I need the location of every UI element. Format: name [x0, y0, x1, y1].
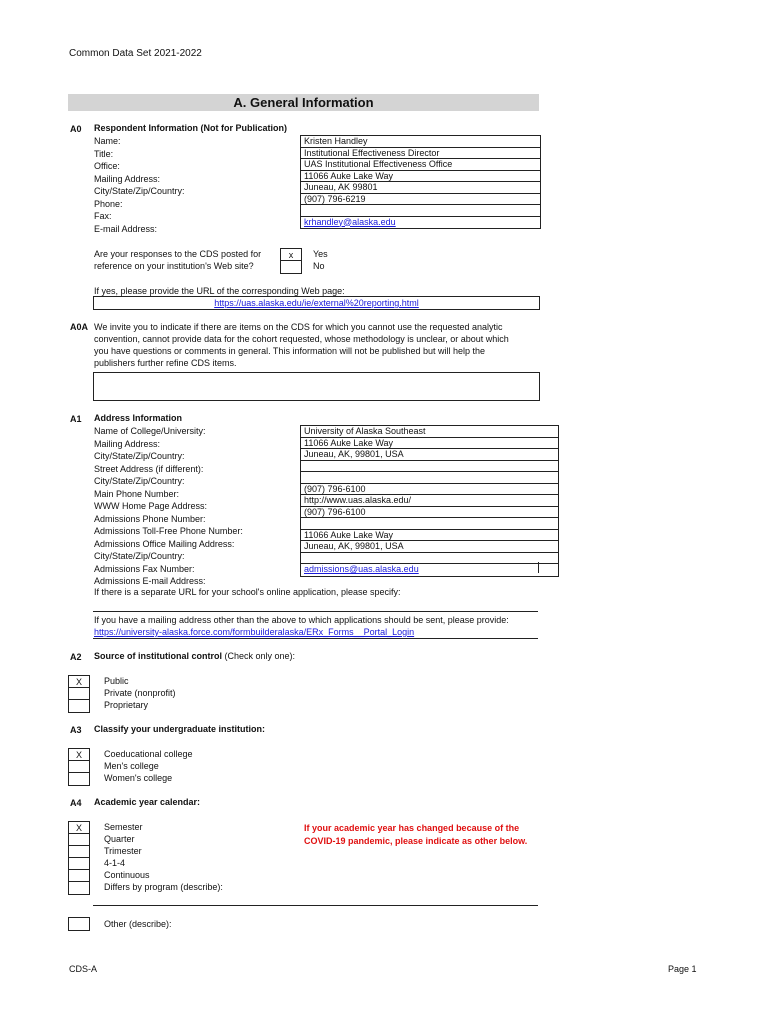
a1-code: A1 — [70, 414, 82, 424]
a4-checkbox-414[interactable] — [69, 858, 89, 870]
a1-values-box — [300, 425, 559, 577]
a2-hint: (Check only one): — [222, 651, 296, 661]
a2-checkbox-proprietary[interactable] — [69, 700, 89, 712]
a0-posted-q1: Are your responses to the CDS posted for — [94, 249, 262, 259]
a1-value-adm-fax[interactable] — [301, 553, 558, 565]
a0-url-prompt: If yes, please provide the URL of the corresponding Web page: — [94, 286, 345, 296]
a0-label-office: Office: — [94, 161, 120, 171]
a0-yes-label: Yes — [313, 249, 328, 259]
a1-label-city-2: City/State/Zip/Country: — [94, 476, 185, 486]
a0-label-city: City/State/Zip/Country: — [94, 186, 185, 196]
fax-cell-divider — [538, 562, 539, 573]
a4-option-differs: Differs by program (describe): — [104, 882, 223, 892]
a0-label-mailing: Mailing Address: — [94, 173, 161, 184]
a0-values-box — [300, 135, 541, 229]
a1-heading: Address Information — [94, 413, 183, 423]
a1-value-adm-phone[interactable]: (907) 796-6100 — [301, 507, 558, 519]
a1-value-street[interactable] — [301, 461, 558, 473]
a1-adm-email-link[interactable]: admissions@uas.alaska.edu — [304, 564, 419, 574]
section-title: A. General Information — [68, 94, 539, 111]
a4-differs-line — [93, 905, 538, 906]
a4-other-label: Other (describe): — [104, 919, 172, 929]
a1-online-app-prompt: If there is a separate URL for your school's online application, please specify: — [94, 587, 401, 597]
a2-option-private: Private (nonprofit) — [104, 688, 176, 698]
a4-checkbox-semester[interactable]: X — [69, 822, 89, 834]
a0a-code: A0A — [70, 322, 89, 332]
a0-value-office[interactable]: UAS Institutional Effectiveness Office — [301, 159, 540, 171]
a0-value-phone[interactable]: (907) 796-6219 — [301, 194, 540, 206]
a0-posted-checkboxes — [280, 248, 302, 274]
a0-value-mailing[interactable]: 11066 Auke Lake Way — [301, 171, 540, 183]
a0-value-title[interactable]: Institutional Effectiveness Director — [301, 148, 540, 160]
a4-option-414: 4-1-4 — [104, 858, 126, 868]
a0-email-link[interactable]: krhandley@alaska.edu — [304, 216, 396, 227]
a1-value-www[interactable]: http://www.uas.alaska.edu/ — [301, 495, 558, 507]
a0-label-phone: Phone: — [94, 198, 123, 209]
document-header: Common Data Set 2021-2022 — [69, 48, 202, 59]
a1-value-main-phone[interactable]: (907) 796-6100 — [301, 484, 558, 496]
a0a-line-4: publishers further refine CDS items. — [94, 358, 237, 368]
a4-option-continuous: Continuous — [104, 870, 150, 880]
a1-value-adm-city[interactable]: Juneau, AK, 99801, USA — [301, 541, 558, 553]
a3-checkboxes — [68, 748, 90, 786]
a0-heading: Respondent Information (Not for Publication) — [94, 123, 287, 133]
a2-code: A2 — [70, 652, 82, 662]
a1-value-city-2[interactable] — [301, 472, 558, 484]
a0-label-email: E-mail Address: — [94, 223, 158, 234]
a4-covid-note: If your academic year has changed because of the COVID-19 pandemic, please indicate as other below. — [304, 823, 528, 846]
a2-checkbox-private[interactable] — [69, 688, 89, 700]
a4-checkboxes — [68, 821, 90, 895]
a0-label-title: Title: — [94, 148, 114, 159]
a4-other-checkbox-wrap — [68, 917, 90, 931]
a1-value-adm-tollfree[interactable] — [301, 518, 558, 530]
a0-yes-checkbox[interactable]: x — [281, 249, 301, 261]
a0-value-name[interactable]: Kristen Handley — [301, 136, 540, 148]
a1-label-adm-city: City/State/Zip/Country: — [94, 551, 185, 561]
a1-value-adm-mailing[interactable]: 11066 Auke Lake Way — [301, 530, 558, 542]
a1-label-adm-tollfree: Admissions Toll-Free Phone Number: — [94, 526, 243, 536]
a4-checkbox-trimester[interactable] — [69, 846, 89, 858]
a1-value-city[interactable]: Juneau, AK, 99801, USA — [301, 449, 558, 461]
a1-online-app-line — [93, 611, 538, 612]
a2-heading: Source of institutional control — [94, 651, 222, 661]
a1-other-mail-prompt: If you have a mailing address other than the above to which applications should be sent, please provide: — [94, 615, 509, 625]
a0-no-checkbox[interactable] — [281, 261, 301, 273]
a0-no-label: No — [313, 261, 325, 271]
a1-label-name: Name of College/University: — [94, 426, 206, 436]
a0a-comment-box[interactable] — [93, 372, 540, 401]
a0-value-fax[interactable] — [301, 205, 540, 217]
a3-checkbox-coed[interactable]: X — [69, 749, 89, 761]
a4-option-quarter: Quarter — [104, 834, 135, 844]
a2-checkboxes — [68, 675, 90, 713]
a0-label-name: Name: — [94, 136, 121, 146]
a2-heading-wrap — [94, 651, 295, 661]
a1-other-mail-line — [93, 638, 538, 639]
a1-label-adm-email: Admissions E-mail Address: — [94, 576, 206, 586]
a1-other-mail-url-wrap — [94, 626, 414, 638]
a3-checkbox-womens[interactable] — [69, 773, 89, 785]
a1-value-adm-email[interactable] — [301, 564, 558, 576]
a4-checkbox-differs[interactable] — [69, 882, 89, 894]
a3-heading: Classify your undergraduate institution: — [94, 724, 266, 734]
a2-checkbox-public[interactable]: X — [69, 676, 89, 688]
a3-option-womens: Women's college — [104, 773, 173, 783]
footer-page: Page 1 — [668, 964, 697, 974]
a1-value-mailing[interactable]: 11066 Auke Lake Way — [301, 438, 558, 450]
a1-label-city: City/State/Zip/Country: — [94, 451, 185, 461]
a1-label-www: WWW Home Page Address: — [94, 501, 208, 511]
a3-checkbox-mens[interactable] — [69, 761, 89, 773]
a4-heading: Academic year calendar: — [94, 797, 201, 807]
a0-url-link[interactable]: https://uas.alaska.edu/ie/external%20reporting.html — [214, 298, 419, 308]
a0-url-box — [93, 296, 540, 310]
a1-label-adm-fax: Admissions Fax Number: — [94, 563, 195, 574]
a1-other-mail-url[interactable]: https://university-alaska.force.com/formbuilderalaska/ERx_Forms__Portal_Login — [94, 627, 415, 637]
a3-option-mens: Men's college — [104, 761, 159, 771]
a0-label-fax: Fax: — [94, 211, 112, 221]
a2-option-public: Public — [104, 676, 129, 686]
a1-label-street: Street Address (if different): — [94, 463, 204, 474]
a0a-line-1: We invite you to indicate if there are items on the CDS for which you cannot use the requested analytic — [94, 322, 503, 332]
a4-option-semester: Semester — [104, 822, 143, 832]
a1-label-mailing: Mailing Address: — [94, 438, 161, 449]
footer-left: CDS-A — [69, 964, 98, 974]
a0-posted-q2: reference on your institution's Web site? — [94, 261, 254, 271]
a4-code: A4 — [70, 798, 82, 808]
a4-option-trimester: Trimester — [104, 846, 142, 856]
a4-other-checkbox[interactable] — [69, 918, 89, 930]
a3-option-coed: Coeducational college — [104, 749, 193, 759]
a1-label-adm-phone: Admissions Phone Number: — [94, 513, 206, 524]
a0a-line-3: you have questions or comments in general. This information will not be published but will help the — [94, 346, 486, 356]
a0-value-city[interactable]: Juneau, AK 99801 — [301, 182, 540, 194]
a0-code: A0 — [70, 124, 82, 134]
a1-label-adm-mailing: Admissions Office Mailing Address: — [94, 538, 235, 549]
a4-checkbox-quarter[interactable] — [69, 834, 89, 846]
a1-value-name[interactable]: University of Alaska Southeast — [301, 426, 558, 438]
a4-checkbox-continuous[interactable] — [69, 870, 89, 882]
a2-option-proprietary: Proprietary — [104, 700, 149, 710]
a1-label-main-phone: Main Phone Number: — [94, 488, 180, 499]
a0a-line-2: convention, cannot provide data for the cohort requested, whose methodology is unclear, or about which — [94, 334, 509, 344]
a0-value-email[interactable] — [301, 217, 540, 229]
a3-code: A3 — [70, 725, 82, 735]
